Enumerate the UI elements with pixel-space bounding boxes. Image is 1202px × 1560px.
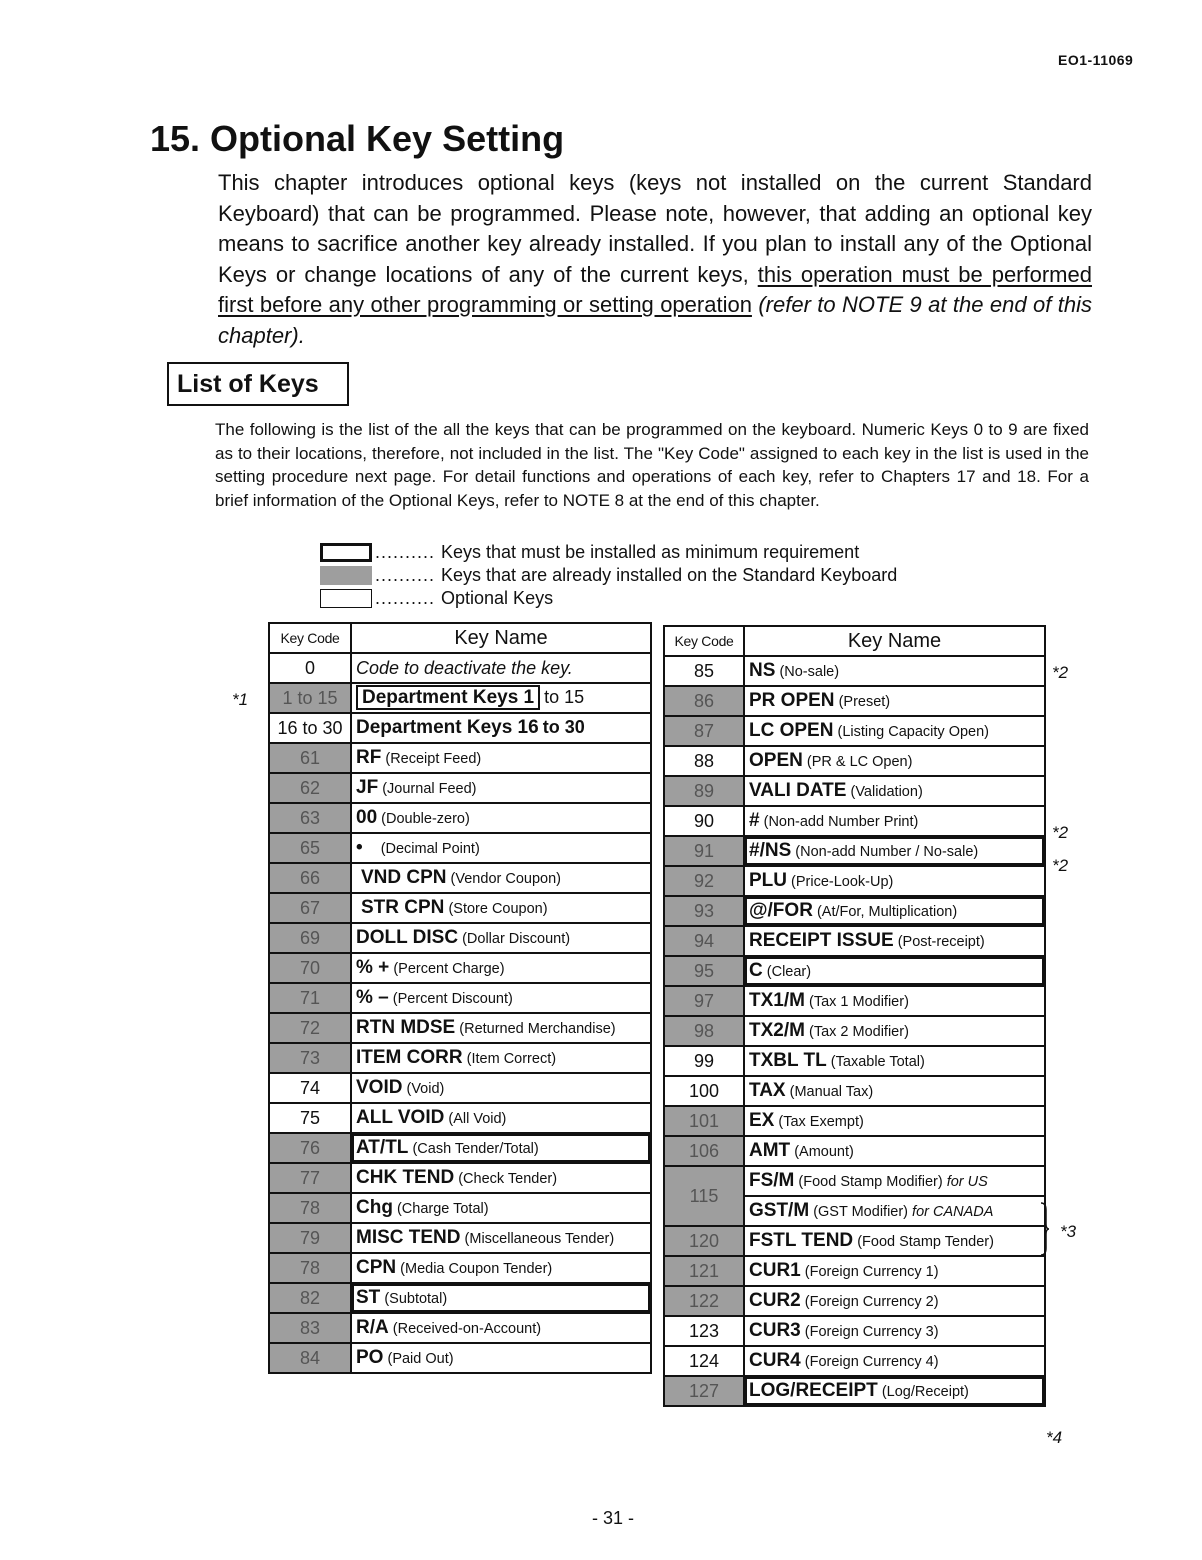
key-code-cell: 115: [664, 1166, 744, 1226]
table-row: [269, 953, 651, 983]
footnote-marker: *4: [1046, 1428, 1063, 1447]
key-code-cell: 77: [269, 1163, 351, 1193]
key-name-cell: [744, 686, 1045, 716]
key-name: Department Keys 16: [356, 717, 539, 738]
key-description: (Returned Merchandise): [459, 1021, 616, 1037]
key-code-cell: 99: [664, 1046, 744, 1076]
table-row: [269, 743, 651, 773]
key-description: (Cash Tender/Total): [412, 1141, 539, 1157]
key-description: (Price-Look-Up): [791, 874, 894, 890]
table-row: [664, 926, 1045, 956]
key-code-cell: 84: [269, 1343, 351, 1373]
key-code-cell: 92: [664, 866, 744, 896]
key-code-cell: 122: [664, 1286, 744, 1316]
key-code-header: Key Code: [664, 626, 744, 656]
key-name-cell: [351, 983, 651, 1013]
key-name: % –: [356, 987, 389, 1008]
key-region-note: for CANADA: [912, 1204, 994, 1220]
key-name: #/NS: [749, 840, 792, 861]
key-name: CUR2: [749, 1290, 801, 1311]
table-row: [269, 1193, 651, 1223]
table-row: [269, 1103, 651, 1133]
table-row: [269, 1043, 651, 1073]
key-name-cell: [744, 746, 1045, 776]
key-description: (Subtotal): [384, 1291, 448, 1307]
key-code-cell: 121: [664, 1256, 744, 1286]
key-name: R/A: [356, 1317, 389, 1338]
key-code-cell: 86: [664, 686, 744, 716]
table-row: [664, 1346, 1045, 1376]
table-row: [664, 1076, 1045, 1106]
key-description: (Item Correct): [466, 1051, 557, 1067]
table-row: [269, 773, 651, 803]
key-description: (Food Stamp Modifier): [798, 1174, 943, 1190]
key-description: (Post-receipt): [897, 934, 985, 950]
key-name: ST: [356, 1287, 381, 1308]
key-name-cell: [744, 1256, 1045, 1286]
table-row: [664, 1106, 1045, 1136]
legend-label: Optional Keys: [441, 588, 554, 608]
key-code-cell: 72: [269, 1013, 351, 1043]
key-name: VOID: [356, 1077, 403, 1098]
key-code-header: Key Code: [269, 623, 351, 653]
key-name-cell: [351, 1073, 651, 1103]
table-row: [664, 1136, 1045, 1166]
legend: [320, 541, 897, 610]
key-region-note: for US: [946, 1174, 988, 1190]
table-row: [664, 986, 1045, 1016]
key-name-cell: [351, 1133, 651, 1163]
key-description: (Listing Capacity Open): [837, 724, 989, 740]
key-name: CUR3: [749, 1320, 801, 1341]
key-name-cell: [351, 773, 651, 803]
key-name-cell: [744, 1196, 1045, 1226]
table-row: [664, 1166, 1045, 1196]
key-code-cell: 101: [664, 1106, 744, 1136]
key-code-cell: 65: [269, 833, 351, 863]
key-code-cell: 16 to 30: [269, 713, 351, 743]
key-description: (Tax 2 Modifier): [808, 1024, 909, 1040]
key-name: DOLL DISC: [356, 927, 459, 948]
key-description: (Miscellaneous Tender): [464, 1231, 615, 1247]
key-name-cell: [351, 923, 651, 953]
key-description: (Receipt Feed): [385, 751, 482, 767]
footnote-marker: *2: [1052, 856, 1069, 875]
key-name-cell: [744, 1166, 1045, 1196]
key-name: TAX: [749, 1080, 786, 1101]
table-row: [664, 776, 1045, 806]
key-name: VND CPN: [361, 867, 447, 888]
key-name-cell: [744, 926, 1045, 956]
key-table-left: [268, 622, 652, 1374]
table-row: [269, 1253, 651, 1283]
key-code-cell: 127: [664, 1376, 744, 1406]
key-name: CUR1: [749, 1260, 801, 1281]
key-name-cell: [744, 1106, 1045, 1136]
key-description: (GST Modifier): [813, 1204, 909, 1220]
key-code-cell: 63: [269, 803, 351, 833]
key-description: (PR & LC Open): [806, 754, 913, 770]
table-row: [269, 1313, 651, 1343]
key-code-cell: 82: [269, 1283, 351, 1313]
brace-icon: [1040, 1202, 1050, 1256]
intro-text: This chapter introduces optional keys (keys not installed on the current Standard Keyboard) that can be programmed. Please note, however, that adding an optional key means to sacrifice another key already installed. If you plan to install any of the Optional Keys or change locations of any of the current keys,: [218, 170, 1092, 287]
key-name-cell: [744, 956, 1045, 986]
table-row: [664, 1226, 1045, 1256]
key-name: JF: [356, 777, 379, 798]
page-title: 15. Optional Key Setting: [150, 118, 565, 159]
key-description: to 15: [544, 687, 585, 707]
key-code-cell: 87: [664, 716, 744, 746]
key-name-cell: [351, 1223, 651, 1253]
key-description: (At/For, Multiplication): [816, 904, 958, 920]
table-row: [664, 1316, 1045, 1346]
key-code-cell: 91: [664, 836, 744, 866]
key-description: (Double-zero): [381, 811, 470, 827]
key-code-cell: 124: [664, 1346, 744, 1376]
legend-leader: ..........: [375, 565, 436, 585]
intro-paragraph: [218, 168, 1092, 351]
table-row: [269, 803, 651, 833]
key-name: RF: [356, 747, 382, 768]
key-description: to 30: [542, 717, 585, 737]
key-description: (Void): [406, 1081, 445, 1097]
key-code-cell: 123: [664, 1316, 744, 1346]
page-number: - 31 -: [592, 1508, 635, 1528]
key-name-cell: [351, 743, 651, 773]
key-name-cell: [351, 1283, 651, 1313]
key-code-cell: 67: [269, 893, 351, 923]
key-code-cell: 85: [664, 656, 744, 686]
table-row: [664, 956, 1045, 986]
key-description: (Media Coupon Tender): [400, 1261, 553, 1277]
key-code-cell: 0: [269, 653, 351, 683]
key-name-cell: [351, 1103, 651, 1133]
key-name-cell: [351, 833, 651, 863]
key-description: (Manual Tax): [789, 1084, 874, 1100]
key-name-cell: [744, 1346, 1045, 1376]
table-row: [269, 1013, 651, 1043]
key-name-cell: [351, 713, 651, 743]
legend-label: Keys that are already installed on the Standard Keyboard: [441, 565, 898, 585]
table-row: [269, 893, 651, 923]
key-name-cell: [744, 1286, 1045, 1316]
legend-leader: ..........: [375, 542, 436, 562]
key-name: RTN MDSE: [356, 1017, 456, 1038]
table-header-row: [269, 623, 651, 653]
key-name: VALI DATE: [749, 780, 847, 801]
key-code-cell: 1 to 15: [269, 683, 351, 713]
key-code-cell: 94: [664, 926, 744, 956]
key-name: 00: [356, 807, 378, 828]
key-name-cell: [744, 1016, 1045, 1046]
table-row: [269, 833, 651, 863]
key-name: MISC TEND: [356, 1227, 461, 1248]
key-name-cell: [351, 1043, 651, 1073]
key-name-cell: [744, 1316, 1045, 1346]
key-name: FS/M: [749, 1170, 795, 1191]
table-row: [269, 863, 651, 893]
key-name: TX1/M: [749, 990, 805, 1011]
key-description: (Vendor Coupon): [450, 871, 561, 887]
key-name: •: [356, 837, 363, 858]
key-name: #: [749, 810, 760, 831]
key-code-cell: 97: [664, 986, 744, 1016]
description-paragraph: The following is the list of the all the keys that can be programmed on the keyboard. Numeric Keys 0 to 9 are fixed as to their locations, therefore, not included in the list. The "Key Code" assigned to each key in the list is used in the setting procedure next page. For detail functions and operations of each key, refer to Chapters 17 and 18. For a brief information of the Optional Keys, refer to NOTE 8 at the end of this chapter.: [215, 420, 1089, 510]
table-row: [269, 1133, 651, 1163]
table-row: [269, 983, 651, 1013]
table-row: [664, 896, 1045, 926]
table-row: [664, 866, 1045, 896]
key-description: Code to deactivate the key.: [356, 657, 573, 678]
table-row: [664, 656, 1045, 686]
key-name-cell: [351, 953, 651, 983]
key-name-cell: [744, 1046, 1045, 1076]
key-code-cell: 62: [269, 773, 351, 803]
table-row: [664, 716, 1045, 746]
key-description: (Percent Discount): [392, 991, 513, 1007]
section-heading: List of Keys: [167, 362, 349, 406]
key-name-cell: [744, 1076, 1045, 1106]
key-description: (Store Coupon): [448, 901, 548, 917]
key-code-cell: 75: [269, 1103, 351, 1133]
key-description: (Received-on-Account): [392, 1321, 542, 1337]
key-name-cell: [351, 1193, 651, 1223]
key-name: OPEN: [749, 750, 803, 771]
table-row: [664, 1016, 1045, 1046]
footnote-marker: *2: [1052, 823, 1069, 842]
table-row: [269, 1073, 651, 1103]
key-name-cell: [351, 653, 651, 683]
key-description: (Percent Charge): [393, 961, 505, 977]
table-row: [269, 683, 651, 713]
key-code-cell: 120: [664, 1226, 744, 1256]
key-name-cell: [351, 1013, 651, 1043]
key-code-cell: 79: [269, 1223, 351, 1253]
table-row: [269, 713, 651, 743]
key-description: (Taxable Total): [830, 1054, 925, 1070]
key-code-cell: 98: [664, 1016, 744, 1046]
key-description: (No-sale): [779, 664, 840, 680]
key-name-cell: [351, 1163, 651, 1193]
key-description: (Preset): [838, 694, 891, 710]
key-description: (All Void): [448, 1111, 507, 1127]
key-code-cell: 95: [664, 956, 744, 986]
key-name-cell: [744, 806, 1045, 836]
key-description: (Charge Total): [396, 1201, 489, 1217]
key-name-cell: [351, 863, 651, 893]
table-row: [664, 1256, 1045, 1286]
key-name: CUR4: [749, 1350, 801, 1371]
table-row: [664, 1286, 1045, 1316]
table-row: [664, 1376, 1045, 1406]
key-name: STR CPN: [361, 897, 445, 918]
legend-item-optional: [320, 587, 897, 610]
key-name: CHK TEND: [356, 1167, 455, 1188]
key-description: (Non-add Number / No-sale): [795, 844, 979, 860]
key-name: AT/TL: [356, 1137, 409, 1158]
key-table-right: [663, 625, 1046, 1407]
intro-underlined-text: this operation must be performed first before any other programming or setting operation: [218, 261, 1092, 317]
key-name-cell: [351, 803, 651, 833]
key-description: (Foreign Currency 4): [804, 1354, 939, 1370]
key-name-header: Key Name: [744, 626, 1045, 656]
key-name-cell: [351, 683, 651, 713]
table-row: [269, 923, 651, 953]
key-name-cell: [351, 1343, 651, 1373]
key-name-cell: [351, 1313, 651, 1343]
key-description: (Clear): [766, 964, 812, 980]
footnote-marker: *1: [232, 690, 249, 709]
intro-reference: (refer to NOTE 9 at the end of this chapter).: [218, 292, 1092, 348]
key-name: C: [749, 960, 763, 981]
table-row: [269, 1163, 651, 1193]
key-name: Chg: [356, 1197, 393, 1218]
legend-label: Keys that must be installed as minimum requirement: [441, 542, 860, 562]
key-description: (Paid Out): [387, 1351, 454, 1367]
document-id: EO1-11069: [1058, 52, 1134, 68]
key-description: (Non-add Number Print): [763, 814, 919, 830]
footnote-marker: *3: [1060, 1222, 1077, 1241]
key-description: (Tax 1 Modifier): [808, 994, 909, 1010]
key-name-header: Key Name: [351, 623, 651, 653]
key-name: LOG/RECEIPT: [749, 1380, 878, 1401]
key-description: (Check Tender): [458, 1171, 558, 1187]
table-row: [269, 1223, 651, 1253]
table-row: [664, 836, 1045, 866]
table-row: [664, 806, 1045, 836]
key-name: PO: [356, 1347, 384, 1368]
legend-leader: ..........: [375, 588, 436, 608]
key-name-cell: [744, 776, 1045, 806]
key-code-cell: 69: [269, 923, 351, 953]
key-code-cell: 61: [269, 743, 351, 773]
key-name: RECEIPT ISSUE: [749, 930, 894, 951]
table-row: [269, 1343, 651, 1373]
footnote-marker: *2: [1052, 663, 1069, 682]
key-description: (Foreign Currency 2): [804, 1294, 939, 1310]
key-code-cell: 106: [664, 1136, 744, 1166]
key-name: PLU: [749, 870, 787, 891]
legend-item-standard: [320, 564, 897, 587]
key-code-cell: 89: [664, 776, 744, 806]
key-name: PR OPEN: [749, 690, 835, 711]
key-description: (Food Stamp Tender): [857, 1234, 994, 1250]
table-row: [269, 653, 651, 683]
table-row: [664, 746, 1045, 776]
key-description: (Log/Receipt): [881, 1384, 969, 1400]
key-description: (Dollar Discount): [462, 931, 571, 947]
key-name: LC OPEN: [749, 720, 834, 741]
key-code-cell: 90: [664, 806, 744, 836]
key-name: NS: [749, 660, 776, 681]
key-name: GST/M: [749, 1200, 810, 1221]
key-name-cell: [744, 1136, 1045, 1166]
key-code-cell: 73: [269, 1043, 351, 1073]
key-name: AMT: [749, 1140, 791, 1161]
legend-item-minimum: [320, 541, 897, 564]
key-name: @/FOR: [749, 900, 813, 921]
key-name: Department Keys 1: [356, 685, 540, 710]
key-description: (Journal Feed): [382, 781, 477, 797]
key-code-cell: 70: [269, 953, 351, 983]
key-description: (Validation): [850, 784, 923, 800]
legend-swatch-optional: [320, 589, 372, 608]
key-name: ALL VOID: [356, 1107, 445, 1128]
key-code-cell: 93: [664, 896, 744, 926]
key-code-cell: 76: [269, 1133, 351, 1163]
key-name-cell: [744, 896, 1045, 926]
key-name: TX2/M: [749, 1020, 805, 1041]
key-code-cell: 88: [664, 746, 744, 776]
key-code-cell: 71: [269, 983, 351, 1013]
key-description: (Amount): [794, 1144, 854, 1160]
key-code-cell: 74: [269, 1073, 351, 1103]
table-row: [664, 686, 1045, 716]
table-header-row: [664, 626, 1045, 656]
key-name-cell: [744, 716, 1045, 746]
key-description: (Decimal Point): [380, 841, 480, 857]
key-code-cell: 100: [664, 1076, 744, 1106]
key-name-cell: [744, 866, 1045, 896]
key-name: TXBL TL: [749, 1050, 827, 1071]
key-code-cell: 66: [269, 863, 351, 893]
key-code-cell: 78: [269, 1253, 351, 1283]
key-name: CPN: [356, 1257, 397, 1278]
key-code-cell: 78: [269, 1193, 351, 1223]
key-name-cell: [744, 986, 1045, 1016]
key-name: FSTL TEND: [749, 1230, 854, 1251]
key-code-cell: 83: [269, 1313, 351, 1343]
key-name-cell: [351, 893, 651, 923]
key-description: (Foreign Currency 1): [804, 1264, 939, 1280]
key-name-cell: [744, 1376, 1045, 1406]
key-name: % +: [356, 957, 390, 978]
key-name: EX: [749, 1110, 775, 1131]
legend-swatch-minimum: [320, 543, 372, 562]
key-name-cell: [351, 1253, 651, 1283]
table-row: [269, 1283, 651, 1313]
key-name-cell: [744, 836, 1045, 866]
legend-swatch-standard: [320, 566, 372, 585]
key-description: (Foreign Currency 3): [804, 1324, 939, 1340]
table-row: [664, 1046, 1045, 1076]
key-name: ITEM CORR: [356, 1047, 463, 1068]
key-name-cell: [744, 1226, 1045, 1256]
key-description: (Tax Exempt): [778, 1114, 864, 1130]
key-name-cell: [744, 656, 1045, 686]
